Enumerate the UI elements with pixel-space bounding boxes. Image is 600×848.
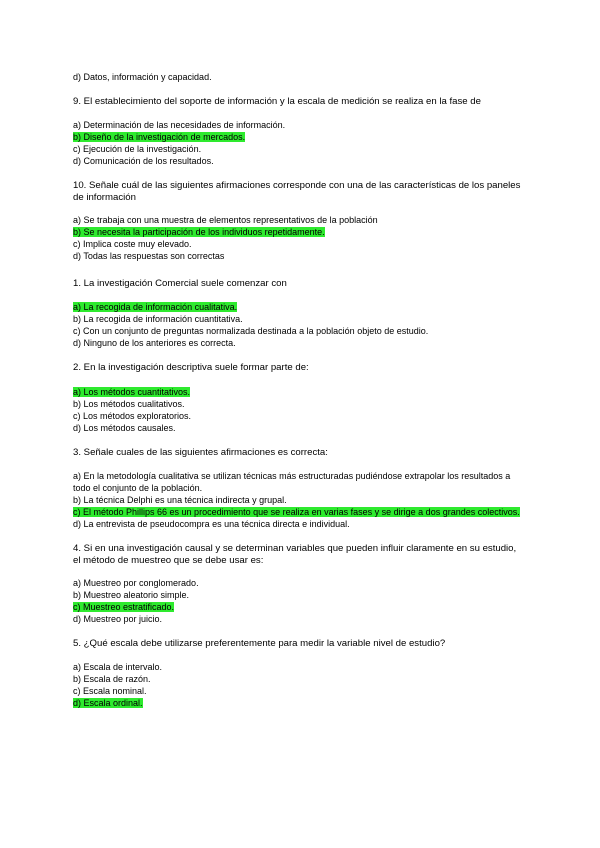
line-text: c) Implica coste muy elevado. xyxy=(73,239,192,249)
line-text: a) Escala de intervalo. xyxy=(73,662,163,672)
line-text: d) Comunicación de los resultados. xyxy=(73,156,214,166)
answer-option xyxy=(73,314,243,325)
answer-option xyxy=(73,495,287,506)
question-text xyxy=(73,96,481,107)
line-text: d) La entrevista de pseudocompra es una técnica directa e individual. xyxy=(73,519,350,529)
line-text: d) Todas las respuestas son correctas xyxy=(73,251,225,261)
highlighted-text: c) El método Phillips 66 es un procedimiento que se realiza en varias fases y se dirige a dos grandes colectivos. xyxy=(73,507,520,517)
question-text xyxy=(73,447,328,458)
line-text: d) Datos, información y capacidad. xyxy=(73,72,212,82)
answer-option-highlighted xyxy=(73,132,245,143)
line-text: b) La recogida de información cuantitativa. xyxy=(73,314,243,324)
answer-option xyxy=(73,120,285,131)
line-text: a) Se trabaja con una muestra de elementos representativos de la población xyxy=(73,215,378,225)
line-text: d) Los métodos causales. xyxy=(73,423,176,433)
highlighted-text: a) Los métodos cuantitativos. xyxy=(73,387,191,397)
line-text: de información xyxy=(73,192,136,203)
answer-option xyxy=(73,662,162,673)
line-text: a) Muestreo por conglomerado. xyxy=(73,578,199,588)
answer-option-highlighted xyxy=(73,302,237,313)
answer-option xyxy=(73,423,176,434)
line-text: todo el conjunto de la población. xyxy=(73,483,203,493)
answer-option xyxy=(73,251,224,262)
answer-option xyxy=(73,156,214,167)
answer-option-highlighted xyxy=(73,227,325,238)
answer-option xyxy=(73,483,202,494)
highlighted-text: c) Muestreo estratificado. xyxy=(73,602,175,612)
answer-option xyxy=(73,144,201,155)
answer-option xyxy=(73,215,378,226)
question-text xyxy=(73,555,263,566)
answer-option xyxy=(73,578,199,589)
line-text: d) Muestreo por juicio. xyxy=(73,614,163,624)
highlighted-text: d) Escala ordinal. xyxy=(73,698,143,708)
line-text: a) En la metodología cualitativa se utilizan técnicas más estructuradas pudiéndose extrapolar los resultados a xyxy=(73,471,511,481)
answer-option-highlighted xyxy=(73,387,190,398)
answer-option xyxy=(73,590,189,601)
answer-option xyxy=(73,411,191,422)
answer-option xyxy=(73,686,147,697)
line-text: 2. En la investigación descriptiva suele formar parte de: xyxy=(73,362,309,373)
line-text: 10. Señale cuál de las siguientes afirmaciones corresponde con una de las características de los paneles xyxy=(73,180,521,191)
answer-option xyxy=(73,674,151,685)
question-text xyxy=(73,180,520,191)
answer-option xyxy=(73,614,162,625)
answer-option xyxy=(73,72,212,83)
question-text xyxy=(73,638,445,649)
line-text: b) Muestreo aleatorio simple. xyxy=(73,590,190,600)
highlighted-text: b) Diseño de la investigación de mercados. xyxy=(73,132,246,142)
line-text: b) Escala de razón. xyxy=(73,674,151,684)
answer-option xyxy=(73,519,350,530)
line-text: 3. Señale cuales de las siguientes afirmaciones es correcta: xyxy=(73,447,328,458)
question-text xyxy=(73,192,136,203)
highlighted-text: b) Se necesita la participación de los individuos repetidamente. xyxy=(73,227,325,237)
answer-option xyxy=(73,399,185,410)
answer-option xyxy=(73,239,192,250)
line-text: a) Determinación de las necesidades de información. xyxy=(73,120,286,130)
line-text: c) Los métodos exploratorios. xyxy=(73,411,192,421)
line-text: d) Ninguno de los anteriores es correcta. xyxy=(73,338,236,348)
answer-option-highlighted xyxy=(73,507,520,518)
answer-option xyxy=(73,471,510,482)
line-text: c) Escala nominal. xyxy=(73,686,147,696)
line-text: 4. Si en una investigación causal y se determinan variables que pueden influir claramente en su estudio, xyxy=(73,543,517,554)
line-text: c) Ejecución de la investigación. xyxy=(73,144,202,154)
highlighted-text: a) La recogida de información cualitativa. xyxy=(73,302,238,312)
answer-option xyxy=(73,338,236,349)
line-text: 5. ¿Qué escala debe utilizarse preferentemente para medir la variable nivel de estudio? xyxy=(73,638,446,649)
question-text xyxy=(73,362,309,373)
answer-option xyxy=(73,326,428,337)
answer-option-highlighted xyxy=(73,698,143,709)
line-text: c) Con un conjunto de preguntas normalizada destinada a la población objeto de estudio. xyxy=(73,326,429,336)
line-text: b) Los métodos cualitativos. xyxy=(73,399,185,409)
line-text: 9. El establecimiento del soporte de información y la escala de medición se realiza en la fase de xyxy=(73,96,481,107)
line-text: 1. La investigación Comercial suele comenzar con xyxy=(73,278,287,289)
answer-option-highlighted xyxy=(73,602,174,613)
line-text: b) La técnica Delphi es una técnica indirecta y grupal. xyxy=(73,495,287,505)
question-text xyxy=(73,543,516,554)
question-text xyxy=(73,278,287,289)
line-text: el método de muestreo que se debe usar es: xyxy=(73,555,264,566)
